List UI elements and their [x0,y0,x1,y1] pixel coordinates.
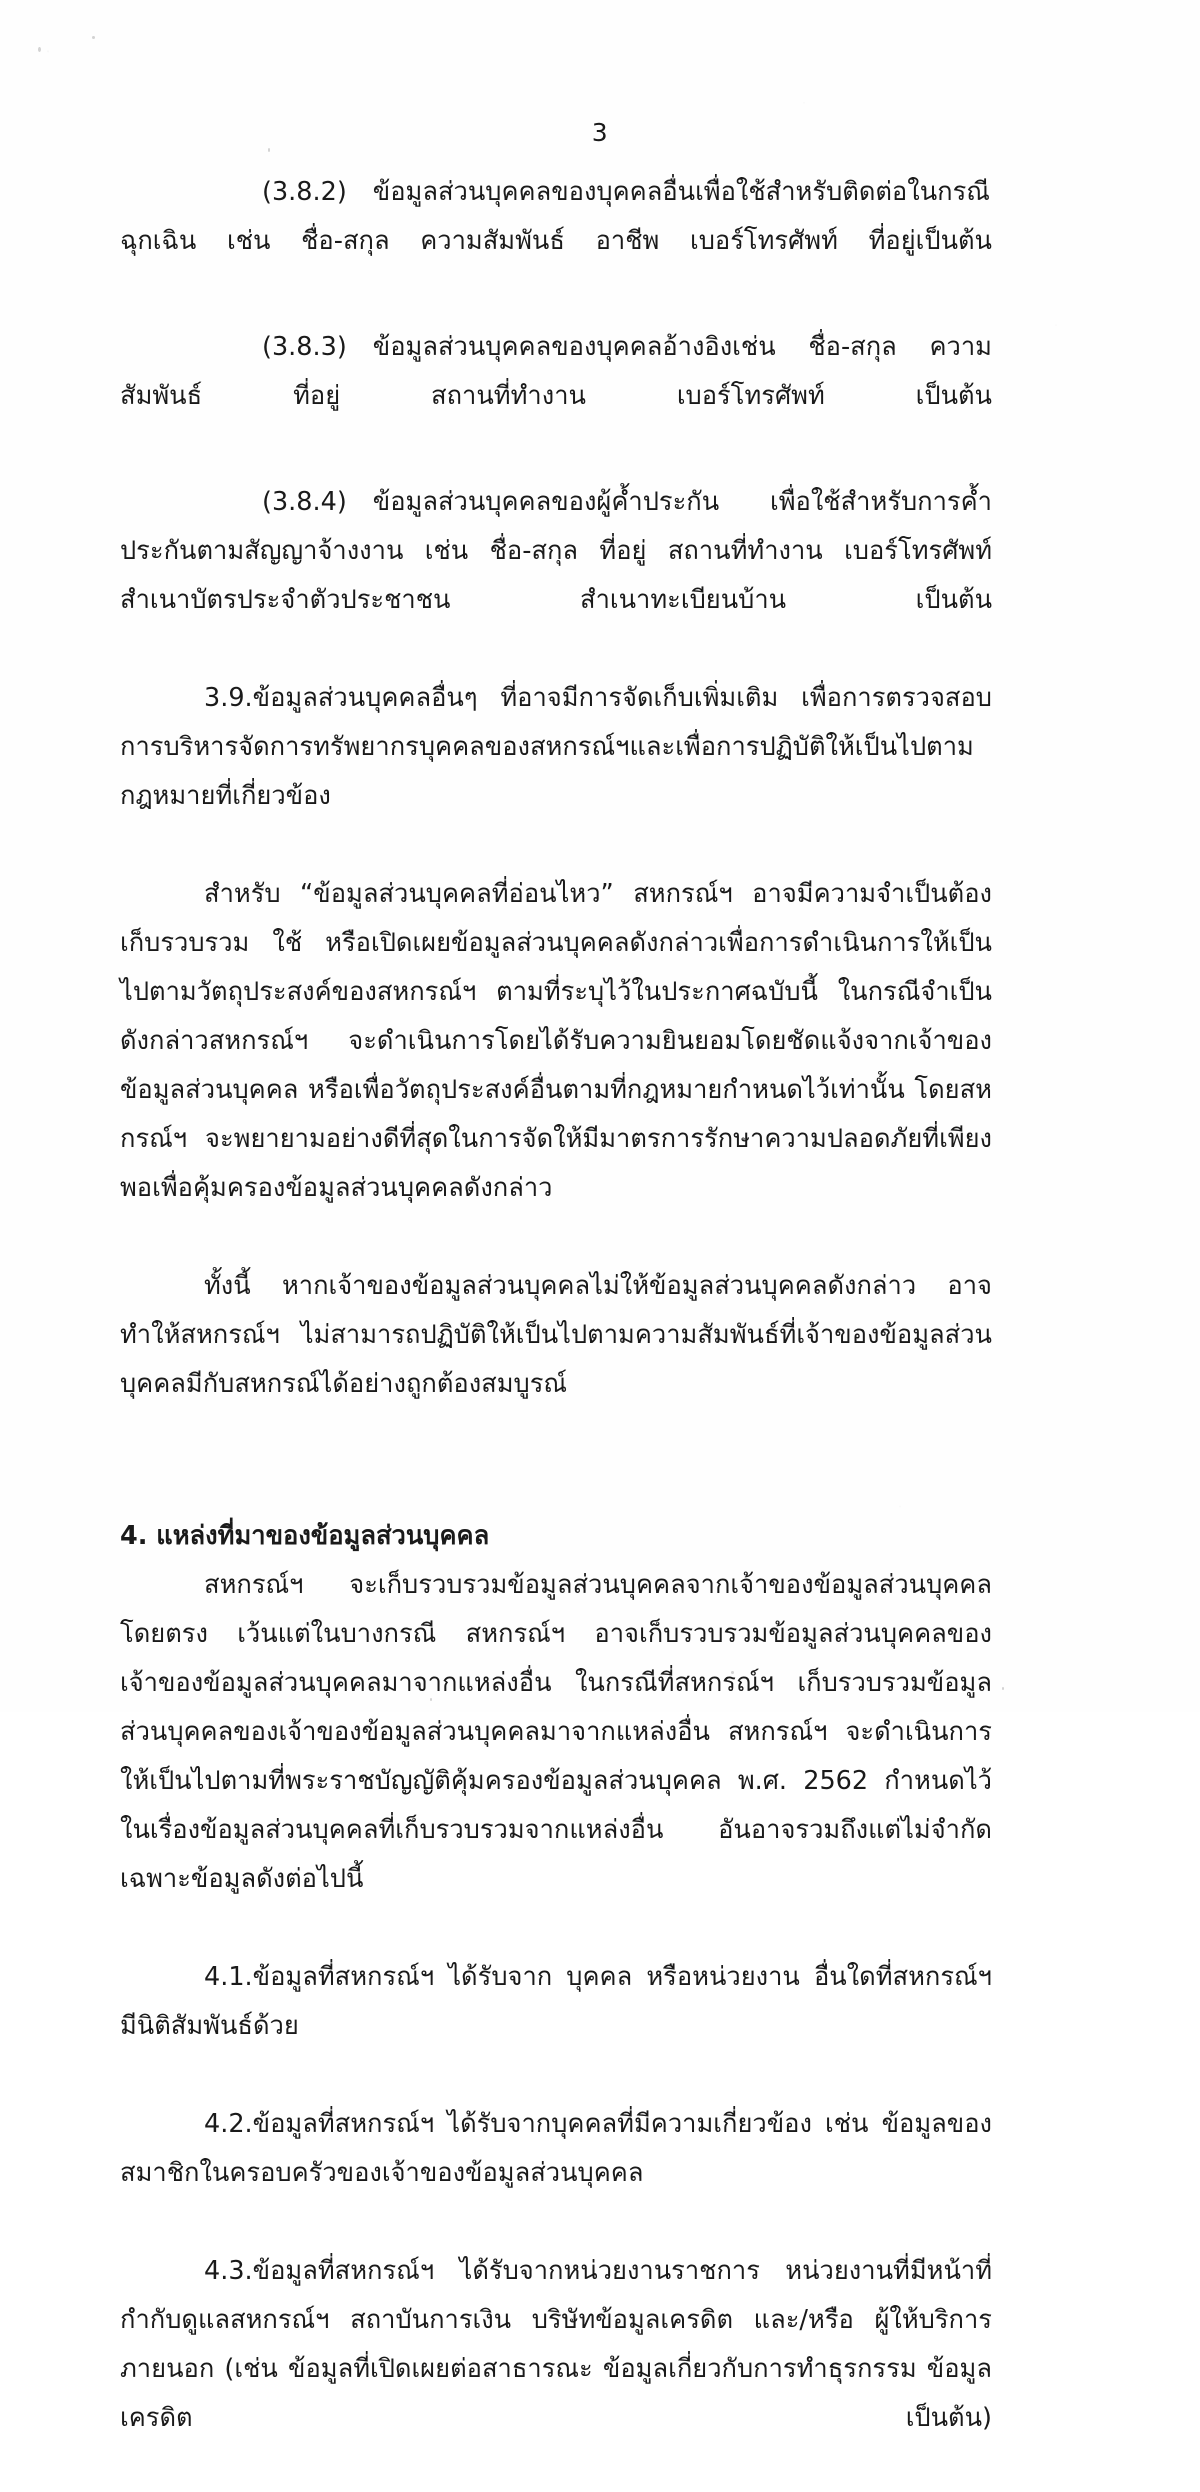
clause-3-8-2-text: ข้อมูลส่วนบุคคลของบุคคลอื่นเพื่อใช้สำหรับติดต่อในกรณีฉุกเฉิน เช่น ชื่อ-สกุล ความสัมพันธ์ อาชีพ เบอร์โทรศัพท์ ที่อยู่เป็นต้น [120,177,992,256]
item-4-2: 4.2.ข้อมูลที่สหกรณ์ฯ ได้รับจากบุคคลที่มีความเกี่ยวข้อง เช่น ข้อมูลของสมาชิกในครอบครัวของเจ้าของข้อมูลส่วนบุคคล [120,2109,992,2188]
paragraph-spacer [120,470,992,478]
scan-artifact-speck [92,36,95,39]
scan-artifact-speck [268,148,270,152]
clause-3-8-3-text: ข้อมูลส่วนบุคคลของบุคคลอ้างอิงเช่น ชื่อ-สกุล ความสัมพันธ์ ที่อยู่ สถานที่ทำงาน เบอร์โทรศัพท์ เป็นต้น [120,332,992,411]
scan-artifact-speck [38,47,41,52]
clause-3-8-4-label: (3.8.4) [262,487,347,517]
clause-3-8-3-label: (3.8.3) [262,332,347,362]
document-body [120,168,992,2492]
item-4-1: 4.1.ข้อมูลที่สหกรณ์ฯ ได้รับจาก บุคคล หรือหน่วยงาน อื่นใดที่สหกรณ์ฯ มีนิติสัมพันธ์ด้วย [120,1962,992,2041]
section-spacer [120,1458,992,1512]
clause-3-9: 3.9.ข้อมูลส่วนบุคคลอื่นๆ ที่อาจมีการจัดเก็บเพิ่มเติม เพื่อการตรวจสอบ การบริหารจัดการทรัพยากรบุคคลของสหกรณ์ฯและเพื่อการปฏิบัติให้เป็นไปตามกฎหมายที่เกี่ยวข้อง [120,683,992,811]
item-4-3: 4.3.ข้อมูลที่สหกรณ์ฯ ได้รับจากหน่วยงานราชการ หน่วยงานที่มีหน้าที่กำกับดูแลสหกรณ์ฯ สถาบันการเงิน บริษัทข้อมูลเครดิต และ/หรือ ผู้ให้บริการภายนอก (เช่น ข้อมูลที่เปิดเผยต่อสาธารณะ ข้อมูลเกี่ยวกับการทำธุรกรรม ข้อมูลเครดิต เป็นต้น) [120,2256,992,2433]
clause-3-8-3 [120,323,992,470]
paragraph-spacer [120,315,992,323]
clause-3-8-4-text: ข้อมูลส่วนบุคคลของผู้ค้ำประกัน เพื่อใช้สำหรับการค้ำประกันตามสัญญาจ้างงาน เช่น ชื่อ-สกุล ที่อยู่ สถานที่ทำงาน เบอร์โทรศัพท์ สำเนาบัตรประจำตัวประชาชน สำเนาทะเบียนบ้าน เป็นต้น [120,487,992,615]
section-4-intro: สหกรณ์ฯ จะเก็บรวบรวมข้อมูลส่วนบุคคลจากเจ้าของข้อมูลส่วนบุคคลโดยตรง เว้นแต่ในบางกรณี สหกรณ์ฯ อาจเก็บรวบรวมข้อมูลส่วนบุคคลของเจ้าของข้อมูลส่วนบุคคลมาจากแหล่งอื่น ในกรณีที่สหกรณ์ฯ เก็บรวบรวมข้อมูลส่วนบุคคลของเจ้าของข้อมูลส่วนบุคคลมาจากแหล่งอื่น สหกรณ์ฯ จะดำเนินการให้เป็นไปตามที่พระราชบัญญัติคุ้มครองข้อมูลส่วนบุคคล พ.ศ. 2562 กำหนดไว้ในเรื่องข้อมูลส่วนบุคคลที่เก็บรวบรวมจากแหล่งอื่น อันอาจรวมถึงแต่ไม่จำกัดเฉพาะข้อมูลดังต่อไปนี้ [120,1570,992,1894]
clause-3-8-2-label: (3.8.2) [262,177,347,207]
page-number: 3 [591,118,609,147]
paragraph-sensitive-data: สำหรับ “ข้อมูลส่วนบุคคลที่อ่อนไหว” สหกรณ์ฯ อาจมีความจำเป็นต้องเก็บรวบรวม ใช้ หรือเปิดเผยข้อมูลส่วนบุคคลดังกล่าวเพื่อการดำเนินการให้เป็นไปตามวัตถุประสงค์ของสหกรณ์ฯ ตามที่ระบุไว้ในประกาศฉบับนี้ ในกรณีจำเป็นดังกล่าวสหกรณ์ฯ จะดำเนินการโดยได้รับความยินยอมโดยชัดแจ้งจากเจ้าของข้อมูลส่วนบุคคล หรือเพื่อวัตถุประสงค์อื่นตามที่กฎหมายกำหนดไว้เท่านั้น โดยสหกรณ์ฯ จะพยายามอย่างดีที่สุดในการจัดให้มีมาตรการรักษาความปลอดภัยที่เพียงพอเพื่อคุ้มครองข้อมูลส่วนบุคคลดังกล่าว [120,879,992,1203]
clause-3-8-2 [120,168,992,315]
clause-3-8-4 [120,478,992,674]
scan-artifact-speck [1002,1687,1004,1690]
section-4-heading: 4. แหล่งที่มาของข้อมูลส่วนบุคคล [120,1521,490,1551]
paragraph-consequence: ทั้งนี้ หากเจ้าของข้อมูลส่วนบุคคลไม่ให้ข้อมูลส่วนบุคคลดังกล่าว อาจทำให้สหกรณ์ฯ ไม่สามารถปฏิบัติให้เป็นไปตามความสัมพันธ์ที่เจ้าของข้อมูลส่วนบุคคลมีกับสหกรณ์ได้อย่างถูกต้องสมบูรณ์ [120,1271,992,1399]
